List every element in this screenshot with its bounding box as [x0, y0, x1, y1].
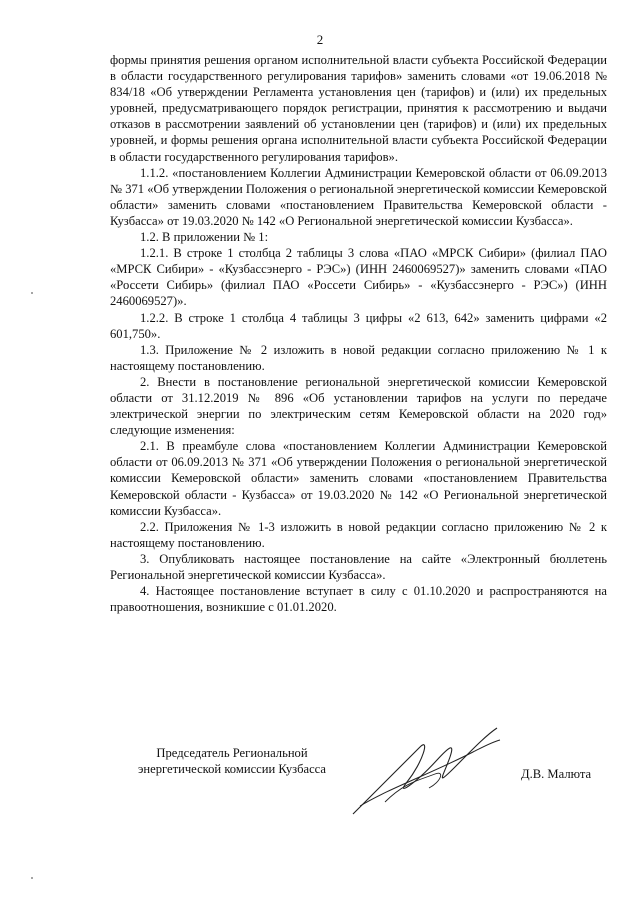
- paragraph: 1.1.2. «постановлением Коллегии Администрации Кемеровской области от 06.09.2013 № 371 «Об утверждении Положения о региональной энергетической комиссии Кемеровской области» заменить словами «постановлением Правительства Кемеровской области - Кузбасса» от 19.03.2020 № 142 «О Региональной энергетической комиссии Кузбасса».: [110, 165, 607, 228]
- document-body: [110, 52, 607, 615]
- signatory-title: [112, 745, 352, 777]
- paragraph: 4. Настоящее постановление вступает в силу с 01.10.2020 и распространяются на правоотношения, возникшие с 01.01.2020.: [110, 584, 607, 615]
- paragraph: 2.1. В преамбуле слова «постановлением Коллегии Администрации Кемеровской области от 06.09.2013 № 371 «Об утверждении Положения о региональной энергетической комиссии Кемеровской области» заменить словами «постановлением Правительства Кемеровской области - Кузбасса» от 19.03.2020 № 142 «О Региональной энергетической комиссии Кузбасса».: [110, 439, 607, 518]
- scan-speck: [31, 877, 33, 879]
- scan-speck: [31, 292, 33, 294]
- paragraph: 1.2.2. В строке 1 столбца 4 таблицы 3 цифры «2 613, 642» заменить цифрами «2 601,750».: [110, 310, 607, 341]
- paragraph: 2. Внести в постановление региональной энергетической комиссии Кемеровской области от 31.12.2019 № 896 «Об установлении тарифов на услуги по передаче электрической энергии по электрическим сетям Кемеровской области на 2020 год» следующие изменения:: [110, 374, 607, 438]
- paragraph: 1.3. Приложение № 2 изложить в новой редакции согласно приложению № 1 к настоящему постановлению.: [110, 342, 607, 373]
- paragraph: 3. Опубликовать настоящее постановление на сайте «Электронный бюллетень Региональной энергетической комиссии Кузбасса».: [110, 551, 607, 582]
- signatory-name: Д.В. Малюта: [521, 767, 592, 781]
- paragraph: 2.2. Приложения № 1-3 изложить в новой редакции согласно приложению № 2 к настоящему постановлению.: [110, 519, 607, 550]
- page-number: 2: [316, 32, 324, 47]
- handwritten-signature: [345, 722, 505, 822]
- paragraph: 1.2. В приложении № 1:: [140, 230, 269, 245]
- paragraph: формы принятия решения органом исполнительной власти субъекта Российской Федерации в области государственного регулирования тарифов» заменить словами «от 19.06.2018 № 834/18 «Об утверждении Регламента установления цен (тарифов) и (или) их предельных уровней, предусматривающего порядок регистрации, принятия к рассмотрению и выдачи отказов в рассмотрении заявлений об установлении цен (тарифов) и (или) их предельных уровней, и формы решения органа исполнительной власти субъекта Российской Федерации в области государственного регулирования тарифов».: [110, 53, 607, 164]
- signatory-title-line: Председатель Региональной: [156, 746, 308, 760]
- paragraph: 1.2.1. В строке 1 столбца 2 таблицы 3 слова «ПАО «МРСК Сибири» (филиал ПАО «МРСК Сибири» - «Кузбассэнерго - РЭС») (ИНН 2460069527)» заменить словами «ПАО «Россети Сибирь» (филиал ПАО «Россети Сибирь» - «Кузбассэнерго - РЭС») (ИНН 2460069527)».: [110, 246, 607, 309]
- signatory-title-line: энергетической комиссии Кузбасса: [137, 762, 327, 776]
